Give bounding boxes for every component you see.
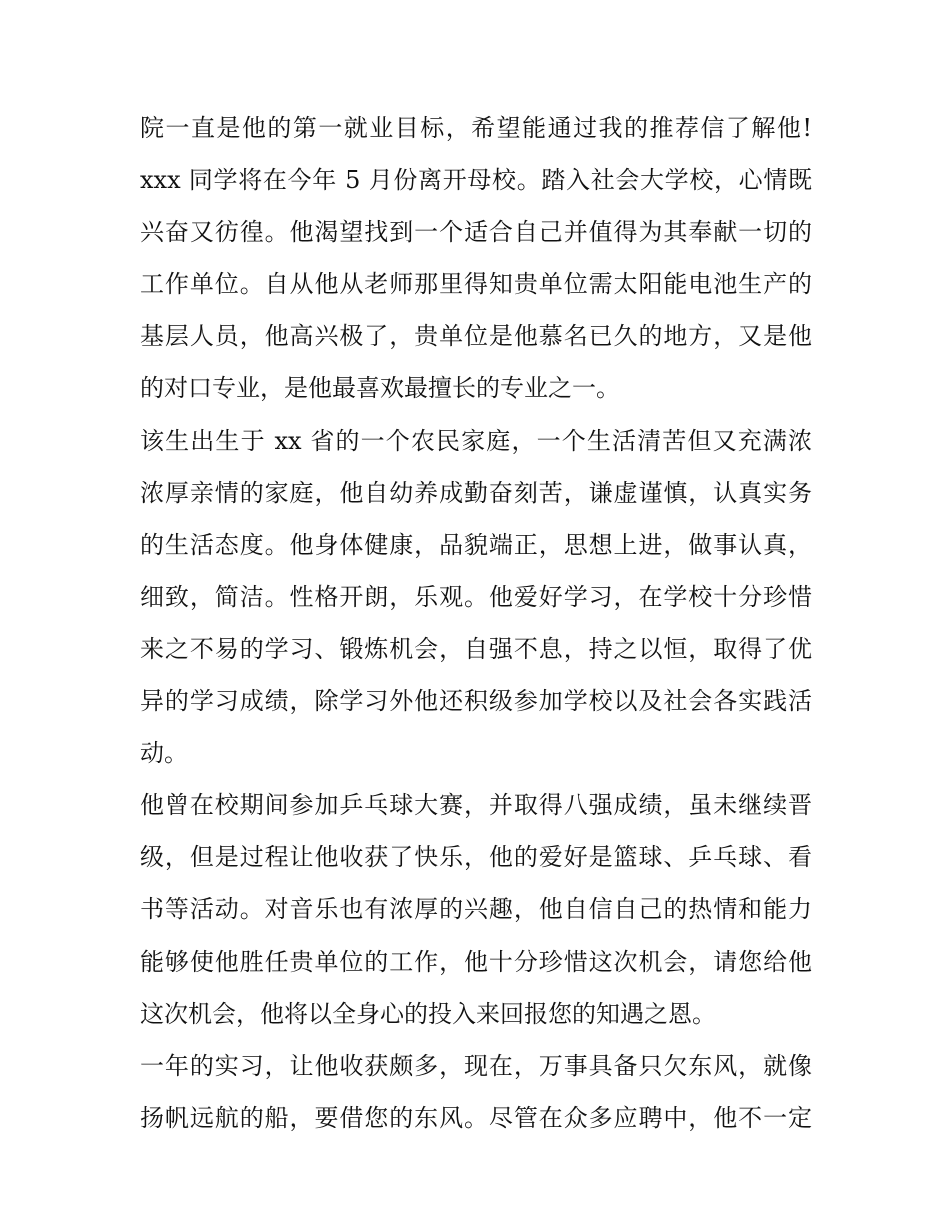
text-line-13: 动。 bbox=[140, 739, 188, 768]
text-line-12: 异的学习成绩，除学习外他还积级参加学校以及社会各实践活 bbox=[140, 687, 812, 716]
text-line-11: 来之不易的学习、锻炼机会，自强不息，持之以恒，取得了优 bbox=[140, 634, 812, 663]
text-line-17: 能够使他胜任贵单位的工作，他十分珍惜这次机会，请您给他 bbox=[140, 947, 812, 976]
text-line-1: 院一直是他的第一就业目标，希望能通过我的推荐信了解他! bbox=[140, 114, 812, 142]
text-line-3: 兴奋又彷徨。他渴望找到一个适合自己并值得为其奉献一切的 bbox=[140, 218, 812, 247]
text-line-18: 这次机会，他将以全身心的投入来回报您的知遇之恩。 bbox=[140, 999, 716, 1028]
text-line-4: 工作单位。自从他从老师那里得知贵单位需太阳能电池生产的 bbox=[140, 270, 812, 299]
text-line-15: 级，但是过程让他收获了快乐，他的爱好是篮球、乒乓球、看 bbox=[140, 843, 812, 872]
text-line-16: 书等活动。对音乐也有浓厚的兴趣，他自信自己的热情和能力 bbox=[140, 895, 812, 924]
text-line-14: 他曾在校期间参加乒乓球大赛，并取得八强成绩，虽未继续晋 bbox=[140, 791, 812, 820]
document-body bbox=[140, 102, 812, 1144]
text-line-5: 基层人员，他高兴极了，贵单位是他慕名已久的地方，又是他 bbox=[140, 322, 812, 351]
text-line-8: 浓厚亲情的家庭，他自幼养成勤奋刻苦，谦虚谨慎，认真实务 bbox=[140, 478, 812, 507]
text-line-10: 细致，简洁。性格开朗，乐观。他爱好学习，在学校十分珍惜 bbox=[140, 582, 812, 611]
text-line-19: 一年的实习，让他收获颇多，现在，万事具备只欠东风，就像 bbox=[140, 1051, 812, 1080]
text-line-20: 扬帆远航的船，要借您的东风。尽管在众多应聘中，他不一定 bbox=[140, 1103, 812, 1132]
text-line-6: 的对口专业，是他最喜欢最擅长的专业之一。 bbox=[140, 374, 620, 403]
text-line-7: 该生出生于 xx 省的一个农民家庭，一个生活清苦但又充满浓 bbox=[140, 426, 812, 455]
text-line-2: xxx 同学将在今年 5 月份离开母校。踏入社会大学校，心情既 bbox=[140, 166, 812, 195]
text-line-9: 的生活态度。他身体健康，品貌端正，思想上进，做事认真， bbox=[140, 530, 812, 559]
